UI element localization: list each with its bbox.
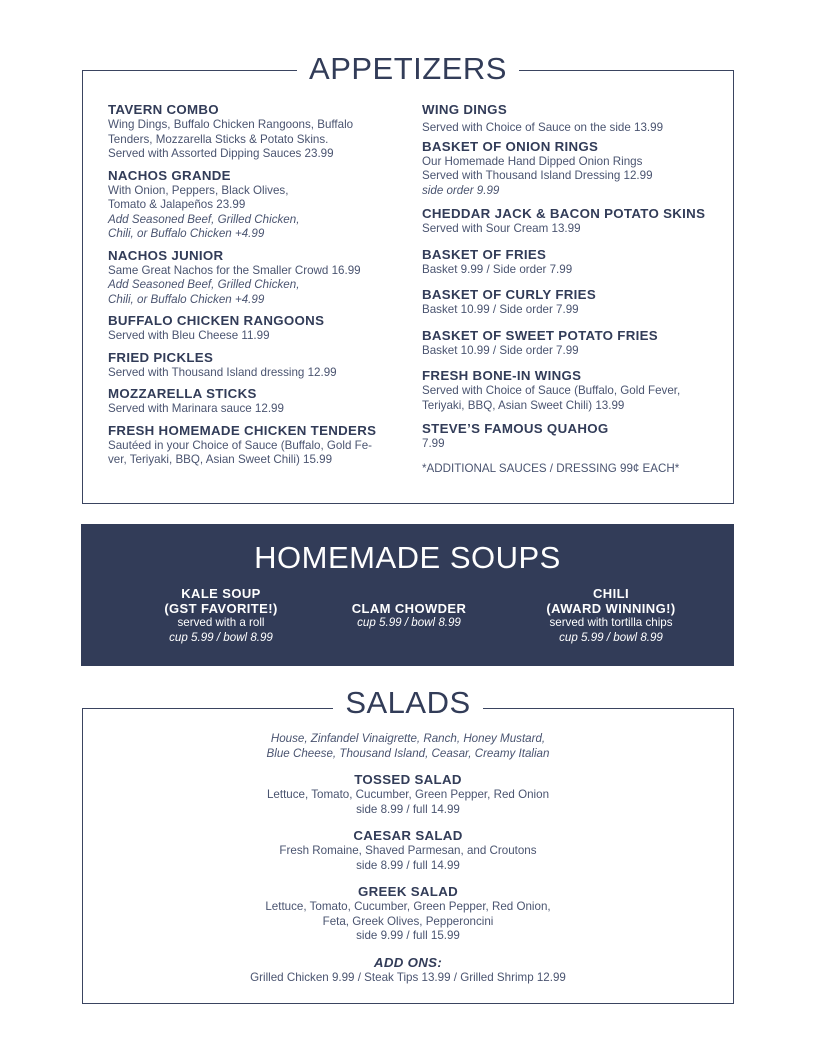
salad-item (82, 828, 734, 873)
item-desc: Served with Sour Cream 13.99 (422, 222, 581, 235)
menu-item (422, 287, 722, 318)
item-name: WING DINGS (422, 102, 507, 117)
item-desc: Tenders, Mozzarella Sticks & Potato Skins. (108, 132, 329, 146)
soups-title: HOMEMADE SOUPS (254, 540, 561, 575)
item-desc: Served with Marinara sauce 12.99 (108, 402, 284, 415)
item-desc: Feta, Greek Olives, Pepperoncini (322, 914, 494, 928)
item-desc: Served with Assorted Dipping Sauces 23.99 (108, 147, 334, 160)
menu-item (108, 102, 408, 162)
appetizers-left-column (108, 102, 408, 468)
item-desc: Basket 10.99 / Side order 7.99 (422, 303, 579, 316)
item-name: GREEK SALAD (357, 884, 459, 899)
menu-item (422, 206, 722, 237)
soups-panel (81, 524, 734, 666)
item-name: BUFFALO CHICKEN RANGOONS (108, 313, 325, 328)
item-addon: Chili, or Buffalo Chicken +4.99 (108, 292, 265, 306)
soup-item-chili (521, 586, 701, 645)
appetizers-title: APPETIZERS (0, 53, 816, 84)
appetizers-right-column (422, 102, 722, 476)
item-price: side 9.99 / full 15.99 (356, 929, 460, 942)
menu-item (422, 368, 722, 413)
item-desc: Sautéed in your Choice of Sauce (Buffalo, Gold Fe- (108, 438, 373, 452)
item-desc: Wing Dings, Buffalo Chicken Rangoons, Buffalo (108, 118, 354, 131)
item-desc: Basket 9.99 / Side order 7.99 (422, 262, 573, 276)
menu-item (108, 313, 408, 344)
menu-item (108, 168, 408, 242)
item-desc: ver, Teriyaki, BBQ, Asian Sweet Chili) 15.99 (108, 453, 333, 466)
menu-item (422, 247, 722, 278)
item-name: FRIED PICKLES (108, 349, 214, 365)
salads-title: SALADS (0, 687, 816, 718)
dressing-list: Blue Cheese, Thousand Island, Ceasar, Creamy Italian (266, 746, 550, 760)
menu-item (422, 421, 722, 452)
soup-name: KALE SOUP (181, 586, 261, 601)
item-name: CAESAR SALAD (353, 828, 463, 843)
item-name: BASKET OF FRIES (422, 246, 547, 262)
item-price: side 8.99 / full 14.99 (356, 802, 460, 816)
dressing-list: House, Zinfandel Vinaigrette, Ranch, Honey Mustard, (270, 732, 546, 745)
item-name: MOZZARELLA STICKS (108, 386, 257, 401)
item-name: TAVERN COMBO (108, 102, 219, 117)
item-desc: Our Homemade Hand Dipped Onion Rings (422, 154, 643, 168)
soup-price: cup 5.99 / bowl 8.99 (559, 630, 663, 644)
menu-item (422, 139, 722, 199)
item-desc: Lettuce, Tomato, Cucumber, Green Pepper, Red Onion, (265, 900, 551, 913)
soup-desc: served with a roll (177, 616, 265, 629)
item-name: FRESH HOMEMADE CHICKEN TENDERS (108, 422, 377, 438)
addons-title: ADD ONS: (373, 954, 443, 970)
item-desc: Served with Thousand Island dressing 12.99 (108, 365, 337, 379)
item-name: NACHOS GRANDE (108, 167, 231, 183)
item-desc: Teriyaki, BBQ, Asian Sweet Chili) 13.99 (422, 398, 625, 412)
menu-item (422, 102, 722, 136)
soup-desc: served with tortilla chips (549, 616, 673, 629)
soup-subtitle: (GST FAVORITE!) (164, 601, 278, 616)
item-name: TOSSED SALAD (354, 772, 462, 787)
item-addon: Add Seasoned Beef, Grilled Chicken, (108, 212, 300, 226)
menu-item (108, 386, 408, 417)
item-name: STEVE’S FAMOUS QUAHOG (422, 421, 609, 436)
menu-item (422, 328, 722, 359)
item-desc: 7.99 (422, 437, 445, 450)
item-name: FRESH BONE-IN WINGS (422, 368, 582, 383)
soup-name: CHILI (593, 586, 629, 601)
item-desc: Served with Choice of Sauce on the side 13.99 (422, 121, 664, 134)
item-name: BASKET OF ONION RINGS (422, 138, 599, 154)
menu-item (108, 248, 408, 308)
sauce-note: *ADDITIONAL SAUCES / DRESSING 99¢ EACH* (422, 461, 680, 475)
item-desc: Fresh Romaine, Shaved Parmesan, and Croutons (279, 844, 537, 857)
soup-item-kale (141, 586, 301, 645)
item-desc: Served with Bleu Cheese 11.99 (108, 329, 270, 342)
menu-item (108, 350, 408, 381)
item-desc: Basket 10.99 / Side order 7.99 (422, 343, 579, 357)
item-addon: side order 9.99 (422, 183, 500, 197)
salads-content (82, 732, 734, 985)
item-desc: Lettuce, Tomato, Cucumber, Green Pepper, Red Onion (266, 788, 550, 801)
item-desc: With Onion, Peppers, Black Olives, (108, 183, 289, 197)
soup-price: cup 5.99 / bowl 8.99 (169, 630, 273, 644)
soup-price: cup 5.99 / bowl 8.99 (357, 616, 461, 629)
item-name: NACHOS JUNIOR (108, 247, 224, 263)
soup-name: CLAM CHOWDER (351, 601, 467, 616)
item-price: side 8.99 / full 14.99 (356, 858, 460, 872)
salad-item (82, 884, 734, 944)
soup-item-clam-chowder (329, 601, 489, 631)
menu-item (108, 423, 408, 468)
item-addon: Chili, or Buffalo Chicken +4.99 (108, 227, 265, 240)
item-name: BASKET OF CURLY FRIES (422, 287, 597, 302)
soup-subtitle: (AWARD WINNING!) (546, 601, 676, 616)
item-desc: Served with Thousand Island Dressing 12.99 (422, 169, 653, 182)
item-name: CHEDDAR JACK & BACON POTATO SKINS (422, 206, 706, 221)
addons-list: Grilled Chicken 9.99 / Steak Tips 13.99 / Grilled Shrimp 12.99 (250, 970, 566, 984)
item-addon: Add Seasoned Beef, Grilled Chicken, (108, 278, 300, 291)
item-desc: Served with Choice of Sauce (Buffalo, Gold Fever, (422, 384, 681, 397)
salad-item (82, 772, 734, 817)
item-desc: Tomato & Jalapeños 23.99 (108, 198, 246, 211)
item-name: BASKET OF SWEET POTATO FRIES (422, 327, 658, 343)
item-desc: Same Great Nachos for the Smaller Crowd 16.99 (108, 263, 361, 277)
